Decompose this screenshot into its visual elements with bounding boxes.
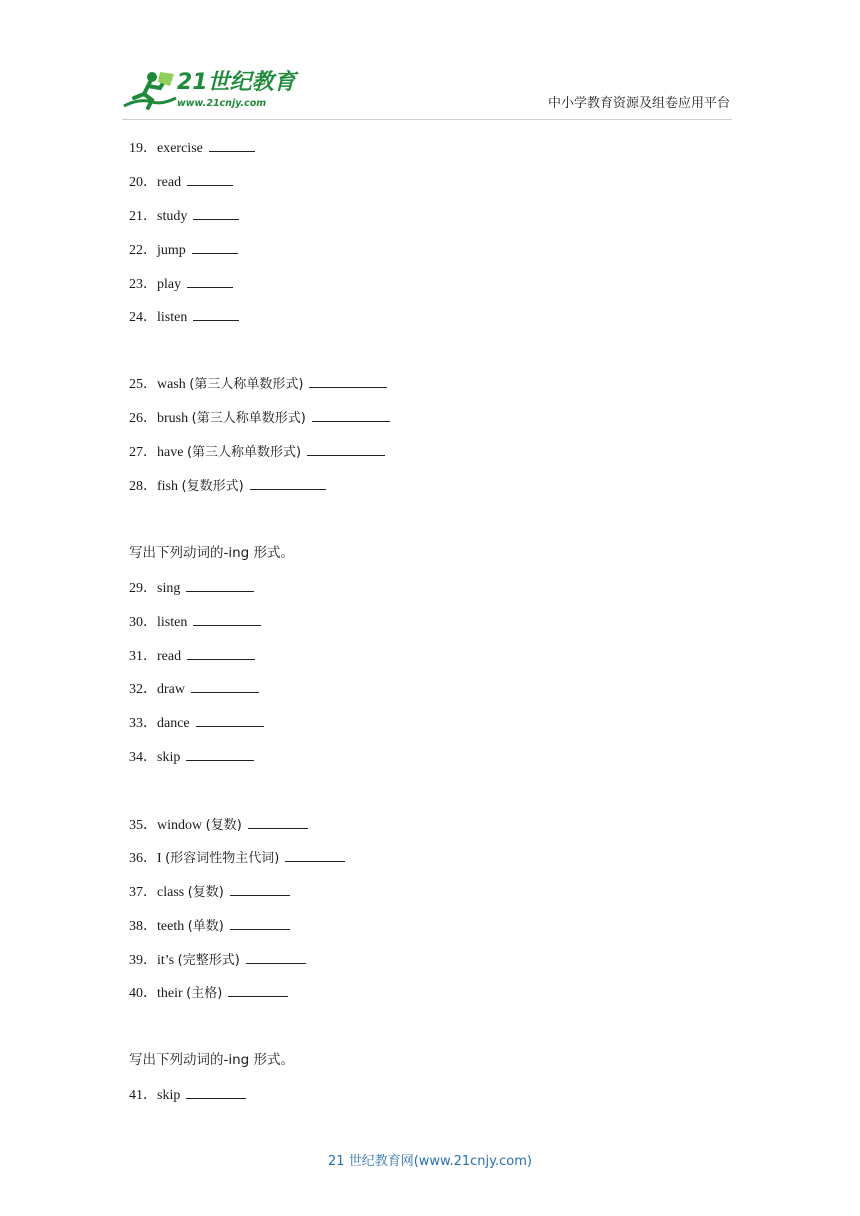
answer-blank <box>187 274 233 288</box>
exercise-item: 36．I (形容词性物主代词) <box>129 848 345 869</box>
exercise-item: 31．read <box>129 646 255 667</box>
page-header <box>0 0 860 130</box>
exercise-item: 29．sing <box>129 578 254 599</box>
section-instruction: 写出下列动词的-ing 形式。 <box>129 1052 295 1068</box>
answer-blank <box>230 916 290 930</box>
page-footer: 21 世纪教育网(www.21cnjy.com) <box>328 1154 532 1169</box>
exercise-item: 20．read <box>129 172 233 193</box>
answer-blank <box>250 476 326 490</box>
answer-blank <box>192 240 238 254</box>
runner-logo-icon <box>122 68 178 114</box>
answer-blank <box>246 950 306 964</box>
section-instruction: 写出下列动词的-ing 形式。 <box>129 545 295 561</box>
answer-blank <box>248 815 308 829</box>
exercise-item: 23．play <box>129 274 233 295</box>
answer-blank <box>209 138 255 152</box>
answer-blank <box>285 848 345 862</box>
exercise-item: 32．draw <box>129 679 259 700</box>
answer-blank <box>230 882 290 896</box>
answer-blank <box>187 172 233 186</box>
answer-blank <box>196 713 264 727</box>
answer-blank <box>193 206 239 220</box>
exercise-item: 24．listen <box>129 307 239 328</box>
exercise-item: 21．study <box>129 206 239 227</box>
exercise-item: 26．brush (第三人称单数形式) <box>129 408 390 429</box>
answer-blank <box>228 983 288 997</box>
exercise-item: 40．their (主格) <box>129 983 288 1004</box>
exercise-item: 28．fish (复数形式) <box>129 476 326 497</box>
answer-blank <box>312 408 390 422</box>
exercise-item: 41．skip <box>129 1085 246 1106</box>
exercise-item: 27．have (第三人称单数形式) <box>129 442 385 463</box>
answer-blank <box>307 442 385 456</box>
answer-blank <box>191 679 259 693</box>
exercise-item: 37．class (复数) <box>129 882 290 903</box>
answer-blank <box>186 1085 246 1099</box>
exercise-item: 39．it’s (完整形式) <box>129 950 306 971</box>
answer-blank <box>193 612 261 626</box>
logo-text: 21世纪教育 <box>177 70 296 95</box>
platform-title: 中小学教育资源及组卷应用平台 <box>548 96 731 111</box>
exercise-item: 19．exercise <box>129 138 255 159</box>
exercise-item: 34．skip <box>129 747 254 768</box>
exercise-item: 33．dance <box>129 713 264 734</box>
answer-blank <box>186 747 254 761</box>
site-logo <box>122 68 296 114</box>
exercise-item: 22．jump <box>129 240 238 261</box>
answer-blank <box>186 578 254 592</box>
exercise-item: 38．teeth (单数) <box>129 916 290 937</box>
exercise-item: 25．wash (第三人称单数形式) <box>129 374 387 395</box>
header-divider <box>122 119 732 120</box>
exercise-item: 30．listen <box>129 612 261 633</box>
answer-blank <box>187 646 255 660</box>
logo-url: www.21cnjy.com <box>177 98 267 109</box>
answer-blank <box>193 307 239 321</box>
exercise-item: 35．window (复数) <box>129 815 308 836</box>
answer-blank <box>309 374 387 388</box>
